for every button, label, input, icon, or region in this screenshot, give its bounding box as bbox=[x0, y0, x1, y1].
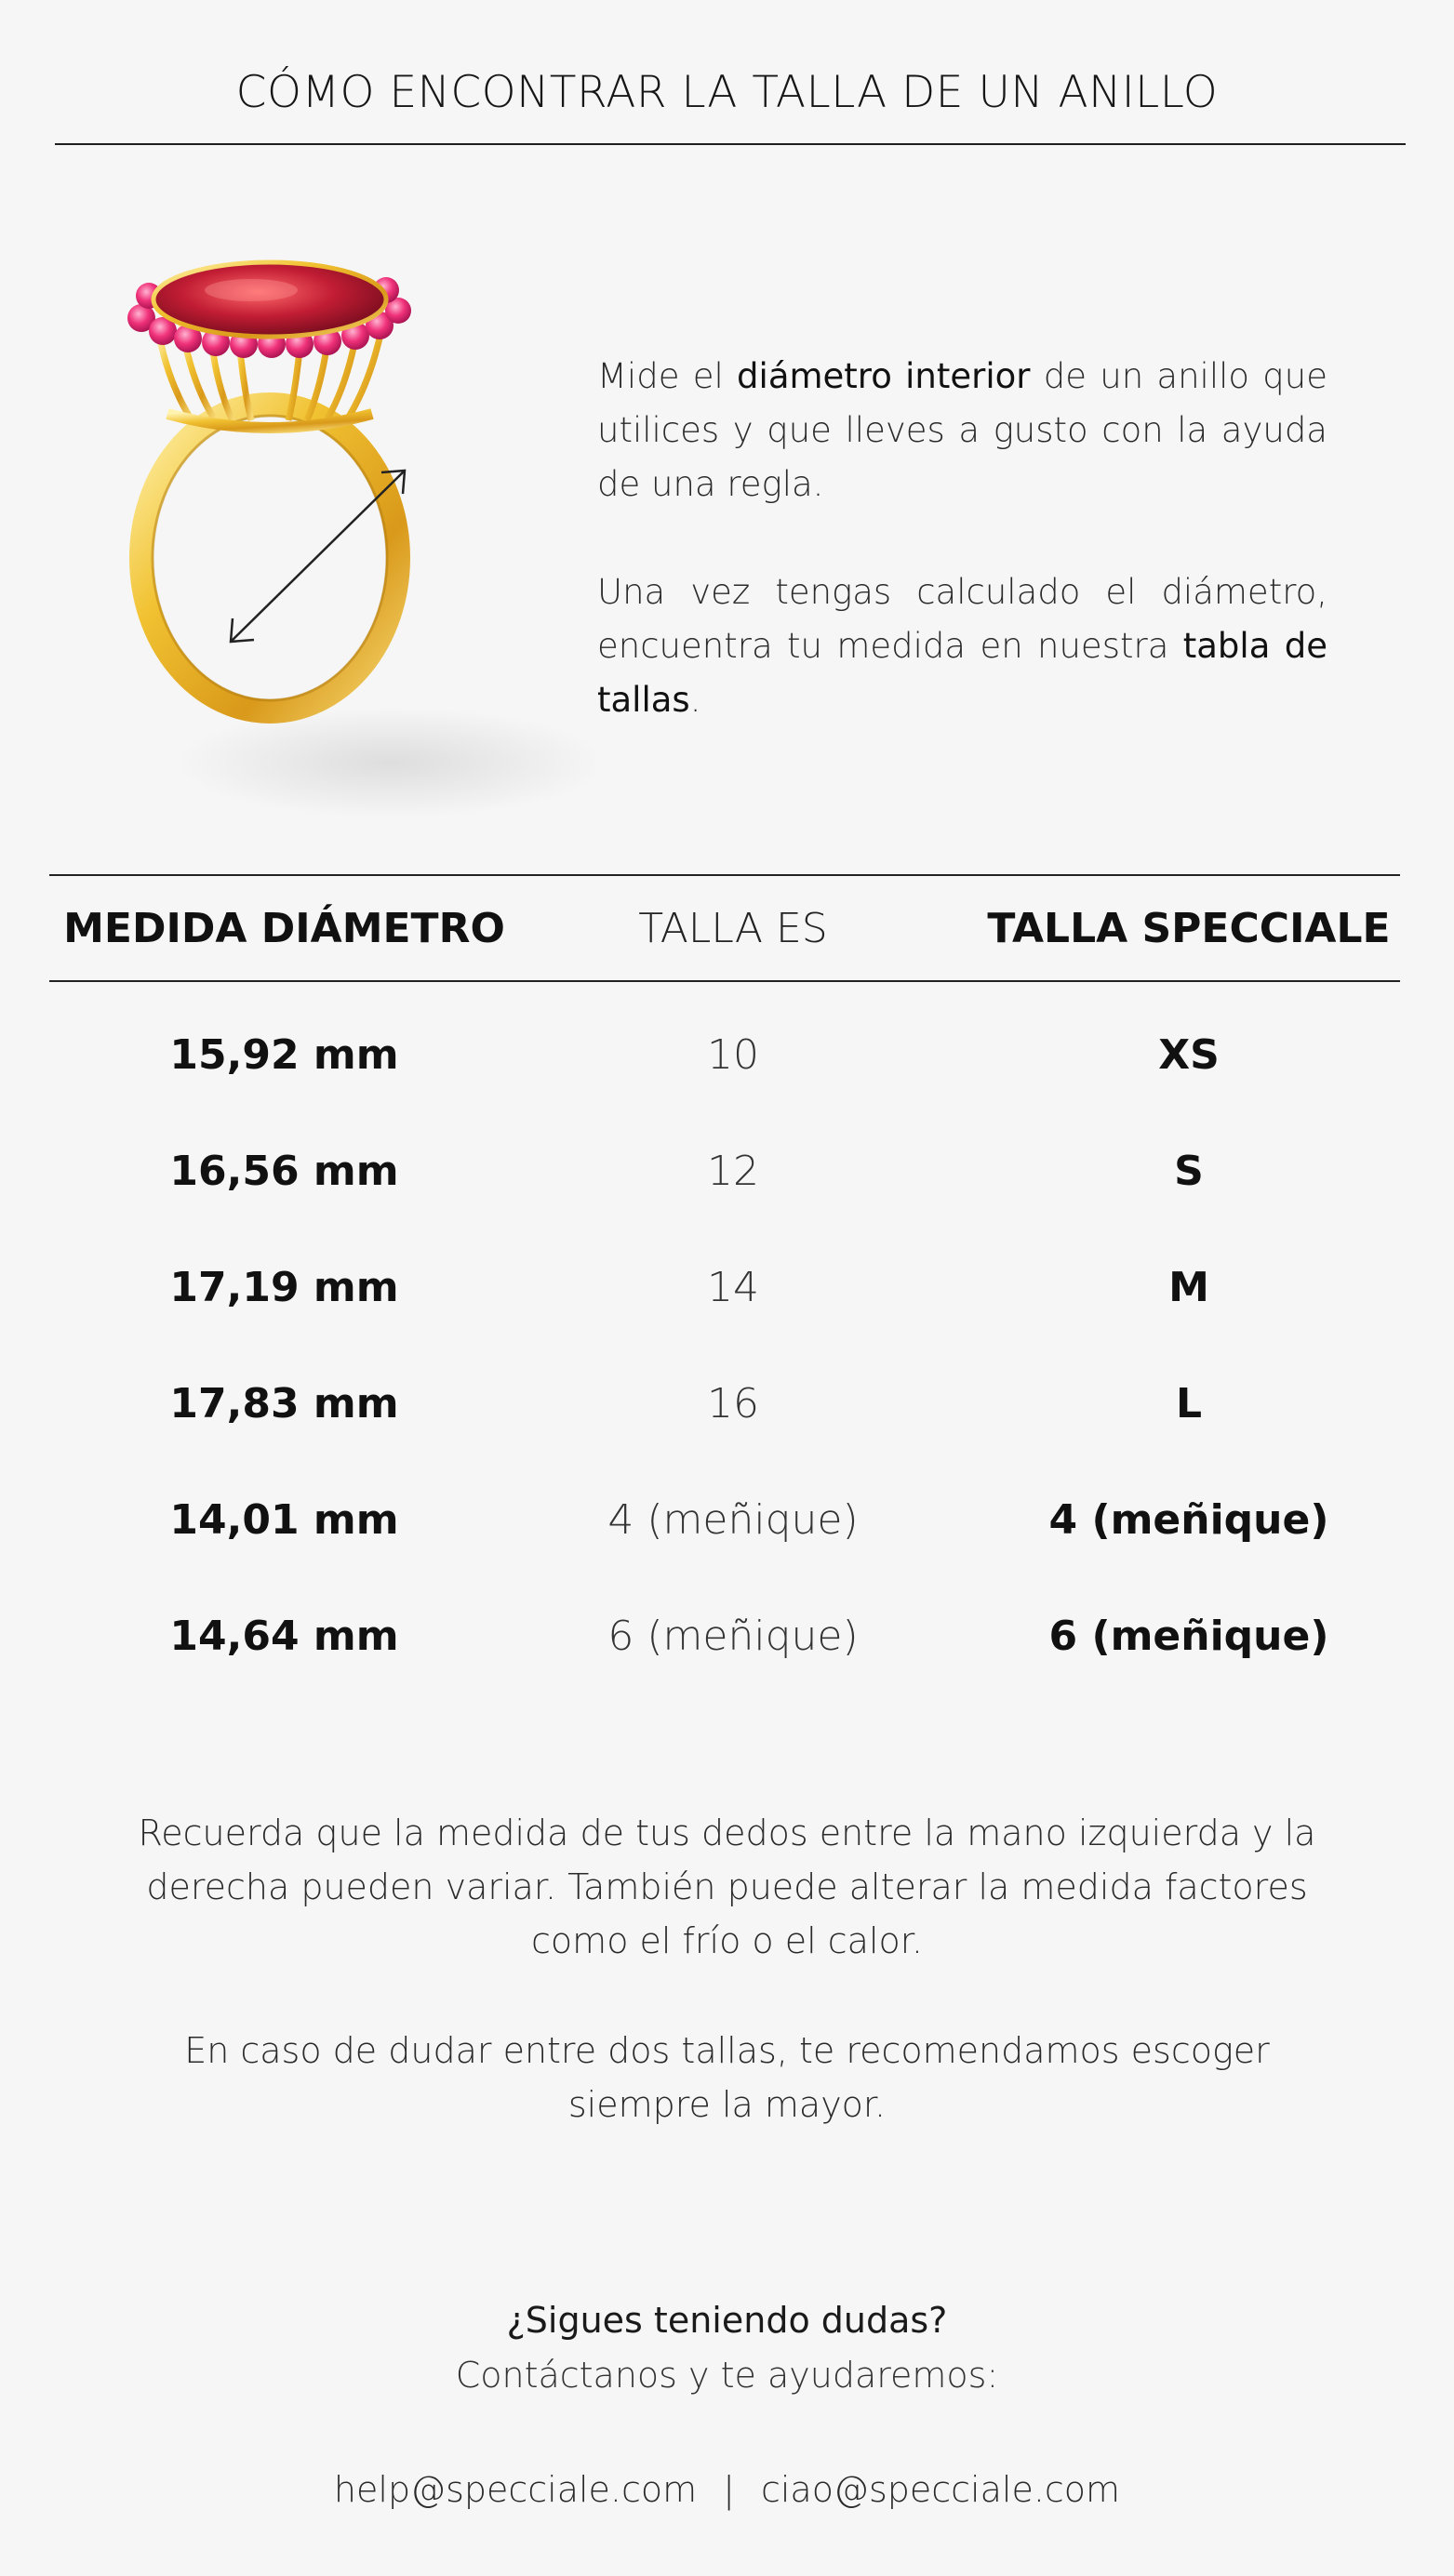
header-talla-es: TALLA ES bbox=[638, 905, 828, 952]
title-divider bbox=[55, 143, 1406, 145]
cell-diameter: 14,64 mm bbox=[169, 1613, 399, 1660]
cell-diameter: 14,01 mm bbox=[169, 1496, 399, 1544]
cell-talla-es: 16 bbox=[707, 1380, 759, 1427]
help-question: ¿Sigues teniendo dudas? bbox=[506, 2300, 948, 2341]
header-diameter: MEDIDA DIÁMETRO bbox=[63, 905, 505, 952]
cell-talla-es: 6 (meñique) bbox=[607, 1613, 859, 1660]
intro-paragraph-1 bbox=[597, 350, 1327, 511]
page-title: CÓMO ENCONTRAR LA TALLA DE UN ANILLO bbox=[235, 67, 1219, 118]
ring-illustration bbox=[121, 242, 595, 837]
intro-p1-post: de un anillo que utilices y que lleves a gusto con la ayuda de una regla. bbox=[597, 356, 1327, 504]
cell-talla-es: 10 bbox=[707, 1031, 759, 1079]
intro-p2-pre: Una vez tengas calculado el diámetro, encuentra tu medida en nuestra bbox=[597, 572, 1327, 666]
email-separator: | bbox=[723, 2469, 735, 2510]
size-table-link[interactable]: tabla de tallas bbox=[597, 626, 1327, 720]
cell-talla-specciale: 4 (meñique) bbox=[1048, 1496, 1329, 1544]
intro-p1-pre: Mide el bbox=[597, 356, 738, 396]
cell-talla-specciale: L bbox=[1175, 1380, 1203, 1427]
table-top-divider bbox=[49, 874, 1400, 876]
cell-talla-specciale: S bbox=[1174, 1148, 1204, 1195]
email-ciao-link[interactable]: ciao@specciale.com bbox=[760, 2469, 1121, 2510]
help-contact-text: Contáctanos y te ayudaremos: bbox=[455, 2355, 999, 2396]
note-choose-larger: En caso de dudar entre dos tallas, te recomendamos escoger siempre la mayor. bbox=[184, 2030, 1270, 2125]
cell-talla-specciale: XS bbox=[1158, 1031, 1220, 1079]
header-talla-specciale: TALLA SPECCIALE bbox=[987, 905, 1391, 952]
table-header-divider bbox=[49, 980, 1400, 982]
intro-p1-emphasis: diámetro interior bbox=[737, 356, 1031, 396]
intro-text bbox=[597, 350, 1327, 781]
cell-talla-specciale: M bbox=[1168, 1264, 1209, 1311]
cell-diameter: 16,56 mm bbox=[169, 1148, 399, 1195]
cell-talla-es: 12 bbox=[707, 1148, 759, 1195]
intro-paragraph-2 bbox=[597, 565, 1327, 727]
cell-diameter: 17,83 mm bbox=[169, 1380, 399, 1427]
cell-talla-es: 14 bbox=[707, 1264, 759, 1311]
email-help-link[interactable]: help@specciale.com bbox=[333, 2469, 698, 2510]
ring-band bbox=[141, 405, 398, 711]
cell-talla-specciale: 6 (meñique) bbox=[1048, 1613, 1329, 1660]
contact-emails bbox=[0, 2463, 1454, 2516]
ring-shadow bbox=[177, 707, 595, 818]
cell-diameter: 15,92 mm bbox=[169, 1031, 399, 1079]
intro-p2-post: . bbox=[689, 680, 701, 720]
note-hand-variation: Recuerda que la medida de tus dedos entre la mano izquierda y la derecha pueden variar. También puede alterar la medida factores como el frío o el calor. bbox=[138, 1812, 1316, 1961]
cell-talla-es: 4 (meñique) bbox=[607, 1496, 859, 1544]
cell-diameter: 17,19 mm bbox=[169, 1264, 399, 1311]
